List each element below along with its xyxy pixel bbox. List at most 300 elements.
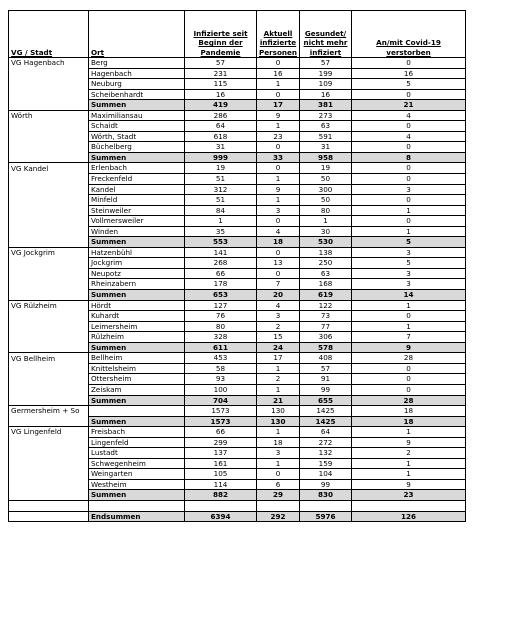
currently-infected-cell: 6 (257, 479, 300, 490)
table-row (9, 300, 466, 311)
infected-total-cell: 127 (185, 300, 257, 311)
grand-total-label: Endsummen (89, 511, 185, 522)
place-cell: Neuburg (89, 79, 185, 90)
deceased-cell: 0 (352, 142, 466, 153)
currently-infected-cell: 0 (257, 268, 300, 279)
infected-total-cell: 161 (185, 458, 257, 469)
infected-total-cell: 453 (185, 353, 257, 364)
deceased-cell: 0 (352, 195, 466, 206)
group-name-cell (9, 395, 89, 406)
empty-cell (89, 500, 185, 511)
group-name-cell: VG Jockgrim (9, 247, 89, 258)
place-cell: Rheinzabern (89, 279, 185, 290)
deceased-cell: 126 (352, 511, 466, 522)
deceased-cell: 28 (352, 353, 466, 364)
recovered-cell: 73 (300, 311, 352, 322)
deceased-cell: 0 (352, 311, 466, 322)
place-cell: Kuhardt (89, 311, 185, 322)
currently-infected-cell: 2 (257, 321, 300, 332)
place-cell: Schaidt (89, 121, 185, 132)
recovered-cell: 104 (300, 469, 352, 480)
subtotal-label: Summen (89, 152, 185, 163)
currently-infected-cell: 23 (257, 131, 300, 142)
deceased-cell: 9 (352, 342, 466, 353)
place-cell: Berg (89, 58, 185, 69)
table-row (9, 195, 466, 206)
table-row (9, 268, 466, 279)
table-row (9, 321, 466, 332)
infected-total-cell: 611 (185, 342, 257, 353)
empty-cell (257, 500, 300, 511)
deceased-cell: 0 (352, 163, 466, 174)
table-row (9, 216, 466, 227)
place-cell: Weingarten (89, 469, 185, 480)
recovered-cell: 63 (300, 121, 352, 132)
recovered-cell: 408 (300, 353, 352, 364)
header-currently-infected: Aktuell infizierte Personen (257, 11, 300, 58)
recovered-cell: 168 (300, 279, 352, 290)
table-row (9, 437, 466, 448)
infected-total-cell: 231 (185, 68, 257, 79)
group-name-cell (9, 68, 89, 79)
group-name-cell: VG Kandel (9, 163, 89, 174)
header-row (9, 11, 466, 58)
header-place: Ort (89, 11, 185, 58)
infected-total-cell: 882 (185, 490, 257, 501)
recovered-cell: 958 (300, 152, 352, 163)
table-row (9, 58, 466, 69)
place-cell: Hördt (89, 300, 185, 311)
currently-infected-cell: 0 (257, 216, 300, 227)
header-recovered: Gesundet/ nicht mehr infiziert (300, 11, 352, 58)
place-cell: Jockgrim (89, 258, 185, 269)
infected-total-cell: 114 (185, 479, 257, 490)
place-cell: Leimersheim (89, 321, 185, 332)
place-cell: Zeiskam (89, 384, 185, 395)
group-name-cell (9, 121, 89, 132)
recovered-cell: 30 (300, 226, 352, 237)
subtotal-label: Summen (89, 100, 185, 111)
currently-infected-cell: 0 (257, 58, 300, 69)
deceased-cell: 1 (352, 321, 466, 332)
recovered-cell: 57 (300, 58, 352, 69)
place-cell: Winden (89, 226, 185, 237)
subtotal-row (9, 152, 466, 163)
group-name-cell: VG Hagenbach (9, 58, 89, 69)
deceased-cell: 16 (352, 68, 466, 79)
table-row (9, 479, 466, 490)
currently-infected-cell: 1 (257, 174, 300, 185)
recovered-cell: 199 (300, 68, 352, 79)
group-name-cell (9, 131, 89, 142)
place-cell: Neupotz (89, 268, 185, 279)
currently-infected-cell: 9 (257, 110, 300, 121)
place-cell: Hatzenbühl (89, 247, 185, 258)
subtotal-label: Summen (89, 395, 185, 406)
deceased-cell: 1 (352, 226, 466, 237)
deceased-cell: 3 (352, 184, 466, 195)
group-name-cell (9, 79, 89, 90)
infected-total-cell: 58 (185, 363, 257, 374)
currently-infected-cell: 24 (257, 342, 300, 353)
currently-infected-cell: 3 (257, 311, 300, 322)
table-row (9, 142, 466, 153)
place-cell: Lingenfeld (89, 437, 185, 448)
deceased-cell: 3 (352, 279, 466, 290)
deceased-cell: 4 (352, 110, 466, 121)
table-row (9, 131, 466, 142)
deceased-cell: 14 (352, 290, 466, 301)
infected-total-cell: 286 (185, 110, 257, 121)
recovered-cell: 50 (300, 195, 352, 206)
table-row (9, 374, 466, 385)
place-cell: Minfeld (89, 195, 185, 206)
recovered-cell: 830 (300, 490, 352, 501)
currently-infected-cell: 20 (257, 290, 300, 301)
currently-infected-cell: 9 (257, 184, 300, 195)
group-name-cell (9, 268, 89, 279)
table-row (9, 163, 466, 174)
place-cell: Schwegenheim (89, 458, 185, 469)
group-name-cell (9, 279, 89, 290)
infected-total-cell: 57 (185, 58, 257, 69)
group-name-cell (9, 448, 89, 459)
currently-infected-cell: 3 (257, 205, 300, 216)
infected-total-cell: 100 (185, 384, 257, 395)
currently-infected-cell: 130 (257, 406, 300, 417)
currently-infected-cell: 0 (257, 142, 300, 153)
deceased-cell: 1 (352, 205, 466, 216)
header-infected-total: Infizierte seit Beginn der Pandemie (185, 11, 257, 58)
recovered-cell: 250 (300, 258, 352, 269)
deceased-cell: 0 (352, 174, 466, 185)
currently-infected-cell: 3 (257, 448, 300, 459)
place-cell (89, 406, 185, 417)
group-name-cell (9, 152, 89, 163)
deceased-cell: 1 (352, 469, 466, 480)
empty-cell (185, 500, 257, 511)
deceased-cell: 0 (352, 363, 466, 374)
table-row (9, 247, 466, 258)
currently-infected-cell: 4 (257, 300, 300, 311)
header-deceased: An/mit Covid-19 verstorben (352, 11, 466, 58)
place-cell: Westheim (89, 479, 185, 490)
table-row (9, 448, 466, 459)
table-row (9, 427, 466, 438)
deceased-cell: 8 (352, 152, 466, 163)
group-name-cell (9, 205, 89, 216)
group-name-cell (9, 311, 89, 322)
subtotal-row (9, 237, 466, 248)
infected-total-cell: 328 (185, 332, 257, 343)
infected-total-cell: 553 (185, 237, 257, 248)
infected-total-cell: 137 (185, 448, 257, 459)
recovered-cell: 159 (300, 458, 352, 469)
deceased-cell: 0 (352, 58, 466, 69)
recovered-cell: 122 (300, 300, 352, 311)
currently-infected-cell: 13 (257, 258, 300, 269)
deceased-cell: 23 (352, 490, 466, 501)
recovered-cell: 300 (300, 184, 352, 195)
currently-infected-cell: 0 (257, 163, 300, 174)
table-row (9, 469, 466, 480)
infected-total-cell: 653 (185, 290, 257, 301)
subtotal-label: Summen (89, 416, 185, 427)
recovered-cell: 77 (300, 321, 352, 332)
infected-total-cell: 19 (185, 163, 257, 174)
table-row (9, 226, 466, 237)
group-name-cell (9, 174, 89, 185)
deceased-cell: 0 (352, 384, 466, 395)
currently-infected-cell: 0 (257, 469, 300, 480)
deceased-cell: 0 (352, 216, 466, 227)
subtotal-row (9, 416, 466, 427)
deceased-cell: 1 (352, 300, 466, 311)
currently-infected-cell: 0 (257, 247, 300, 258)
recovered-cell: 1425 (300, 416, 352, 427)
infected-total-cell: 704 (185, 395, 257, 406)
currently-infected-cell: 1 (257, 458, 300, 469)
place-cell: Erlenbach (89, 163, 185, 174)
group-name-cell (9, 458, 89, 469)
infected-total-cell: 66 (185, 427, 257, 438)
currently-infected-cell: 0 (257, 89, 300, 100)
recovered-cell: 273 (300, 110, 352, 121)
recovered-cell: 578 (300, 342, 352, 353)
deceased-cell: 0 (352, 89, 466, 100)
recovered-cell: 57 (300, 363, 352, 374)
empty-cell (352, 500, 466, 511)
group-name-cell: Germersheim + So (9, 406, 89, 417)
infected-total-cell: 31 (185, 142, 257, 153)
group-name-cell (9, 511, 89, 522)
place-cell: Vollmersweiler (89, 216, 185, 227)
infected-total-cell: 66 (185, 268, 257, 279)
infected-total-cell: 419 (185, 100, 257, 111)
place-cell: Büchelberg (89, 142, 185, 153)
table-row (9, 332, 466, 343)
table-row (9, 258, 466, 269)
currently-infected-cell: 2 (257, 374, 300, 385)
place-cell: Scheibenhardt (89, 89, 185, 100)
empty-cell (300, 500, 352, 511)
deceased-cell: 18 (352, 406, 466, 417)
infected-total-cell: 141 (185, 247, 257, 258)
deceased-cell: 5 (352, 79, 466, 90)
recovered-cell: 1 (300, 216, 352, 227)
subtotal-label: Summen (89, 342, 185, 353)
group-name-cell (9, 342, 89, 353)
infected-total-cell: 80 (185, 321, 257, 332)
currently-infected-cell: 29 (257, 490, 300, 501)
deceased-cell: 4 (352, 131, 466, 142)
currently-infected-cell: 16 (257, 68, 300, 79)
table-row (9, 311, 466, 322)
group-name-cell: VG Bellheim (9, 353, 89, 364)
deceased-cell: 28 (352, 395, 466, 406)
infected-total-cell: 105 (185, 469, 257, 480)
place-cell: Hagenbach (89, 68, 185, 79)
subtotal-row (9, 100, 466, 111)
table-row (9, 279, 466, 290)
place-cell: Freckenfeld (89, 174, 185, 185)
infected-total-cell: 115 (185, 79, 257, 90)
recovered-cell: 272 (300, 437, 352, 448)
group-name-cell (9, 384, 89, 395)
currently-infected-cell: 4 (257, 226, 300, 237)
deceased-cell: 5 (352, 258, 466, 269)
recovered-cell: 1425 (300, 406, 352, 417)
subtotal-row (9, 290, 466, 301)
table-row (9, 174, 466, 185)
infected-total-cell: 1573 (185, 406, 257, 417)
place-cell: Kandel (89, 184, 185, 195)
currently-infected-cell: 1 (257, 363, 300, 374)
deceased-cell: 7 (352, 332, 466, 343)
infected-total-cell: 76 (185, 311, 257, 322)
deceased-cell: 3 (352, 247, 466, 258)
place-cell: Lustadt (89, 448, 185, 459)
recovered-cell: 16 (300, 89, 352, 100)
table-row (9, 205, 466, 216)
recovered-cell: 138 (300, 247, 352, 258)
recovered-cell: 591 (300, 131, 352, 142)
deceased-cell: 18 (352, 416, 466, 427)
infected-total-cell: 93 (185, 374, 257, 385)
table-row (9, 68, 466, 79)
currently-infected-cell: 1 (257, 195, 300, 206)
group-name-cell: VG Rülzheim (9, 300, 89, 311)
recovered-cell: 5976 (300, 511, 352, 522)
place-cell: Wörth, Stadt (89, 131, 185, 142)
infected-total-cell: 35 (185, 226, 257, 237)
table-row (9, 89, 466, 100)
table-row (9, 458, 466, 469)
infected-total-cell: 999 (185, 152, 257, 163)
deceased-cell: 5 (352, 237, 466, 248)
infected-total-cell: 51 (185, 174, 257, 185)
group-name-cell (9, 321, 89, 332)
place-cell: Ottersheim (89, 374, 185, 385)
table-row (9, 384, 466, 395)
currently-infected-cell: 1 (257, 79, 300, 90)
infected-total-cell: 618 (185, 131, 257, 142)
currently-infected-cell: 130 (257, 416, 300, 427)
deceased-cell: 9 (352, 437, 466, 448)
recovered-cell: 99 (300, 384, 352, 395)
group-name-cell (9, 479, 89, 490)
infected-total-cell: 312 (185, 184, 257, 195)
spacer-row (9, 500, 466, 511)
subtotal-label: Summen (89, 237, 185, 248)
infected-total-cell: 51 (185, 195, 257, 206)
recovered-cell: 99 (300, 479, 352, 490)
subtotal-label: Summen (89, 290, 185, 301)
group-name-cell (9, 184, 89, 195)
group-name-cell (9, 237, 89, 248)
infected-total-cell: 64 (185, 121, 257, 132)
group-name-cell (9, 416, 89, 427)
table-body (9, 58, 466, 522)
covid-statistics-sheet (8, 10, 466, 522)
table-row (9, 79, 466, 90)
deceased-cell: 9 (352, 479, 466, 490)
table-row (9, 353, 466, 364)
recovered-cell: 19 (300, 163, 352, 174)
currently-infected-cell: 18 (257, 237, 300, 248)
group-name-cell (9, 89, 89, 100)
recovered-cell: 63 (300, 268, 352, 279)
recovered-cell: 80 (300, 205, 352, 216)
table-row (9, 363, 466, 374)
recovered-cell: 132 (300, 448, 352, 459)
subtotal-row (9, 490, 466, 501)
group-name-cell (9, 100, 89, 111)
currently-infected-cell: 17 (257, 353, 300, 364)
empty-cell (9, 500, 89, 511)
infected-total-cell: 268 (185, 258, 257, 269)
subtotal-row (9, 395, 466, 406)
table-row (9, 121, 466, 132)
table-row (9, 110, 466, 121)
place-cell: Maximiliansau (89, 110, 185, 121)
place-cell: Steinweiler (89, 205, 185, 216)
group-name-cell (9, 374, 89, 385)
table-row (9, 406, 466, 417)
subtotal-label: Summen (89, 490, 185, 501)
recovered-cell: 64 (300, 427, 352, 438)
deceased-cell: 2 (352, 448, 466, 459)
infected-total-cell: 178 (185, 279, 257, 290)
currently-infected-cell: 292 (257, 511, 300, 522)
group-name-cell: Wörth (9, 110, 89, 121)
table-row (9, 184, 466, 195)
recovered-cell: 381 (300, 100, 352, 111)
currently-infected-cell: 21 (257, 395, 300, 406)
deceased-cell: 0 (352, 121, 466, 132)
currently-infected-cell: 33 (257, 152, 300, 163)
currently-infected-cell: 1 (257, 427, 300, 438)
currently-infected-cell: 15 (257, 332, 300, 343)
place-cell: Bellheim (89, 353, 185, 364)
recovered-cell: 31 (300, 142, 352, 153)
recovered-cell: 50 (300, 174, 352, 185)
group-name-cell (9, 142, 89, 153)
group-name-cell (9, 332, 89, 343)
infected-total-cell: 84 (185, 205, 257, 216)
group-name-cell (9, 216, 89, 227)
group-name-cell (9, 469, 89, 480)
recovered-cell: 91 (300, 374, 352, 385)
currently-infected-cell: 1 (257, 121, 300, 132)
header-group: VG / Stadt (9, 11, 89, 58)
place-cell: Knittelsheim (89, 363, 185, 374)
covid-cases-table (8, 10, 466, 522)
currently-infected-cell: 17 (257, 100, 300, 111)
recovered-cell: 109 (300, 79, 352, 90)
group-name-cell (9, 195, 89, 206)
recovered-cell: 619 (300, 290, 352, 301)
place-cell: Freisbach (89, 427, 185, 438)
infected-total-cell: 6394 (185, 511, 257, 522)
recovered-cell: 306 (300, 332, 352, 343)
group-name-cell (9, 437, 89, 448)
infected-total-cell: 1 (185, 216, 257, 227)
group-name-cell: VG Lingenfeld (9, 427, 89, 438)
subtotal-row (9, 342, 466, 353)
currently-infected-cell: 1 (257, 384, 300, 395)
deceased-cell: 0 (352, 374, 466, 385)
